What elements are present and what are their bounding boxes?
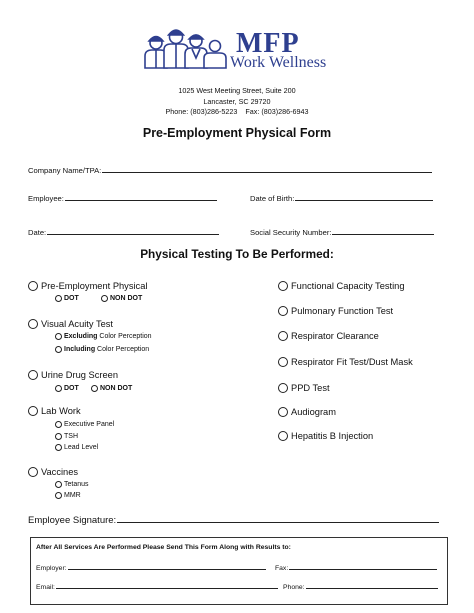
option-including-color[interactable] <box>55 346 149 353</box>
radio-button[interactable] <box>28 281 38 291</box>
option-label: Color Perception <box>95 346 150 353</box>
logo <box>140 26 340 72</box>
option-label: Lab Work <box>41 406 81 416</box>
radio-button[interactable] <box>278 357 288 367</box>
option-ppd[interactable] <box>278 383 330 393</box>
radio-button[interactable] <box>91 385 98 392</box>
option-respirator-fit[interactable] <box>278 357 413 367</box>
option-lead-level[interactable] <box>55 444 98 451</box>
employer-label: Employer: <box>36 565 67 572</box>
option-visual-acuity[interactable] <box>28 319 113 329</box>
option-label: Functional Capacity Testing <box>291 281 405 291</box>
dob-field <box>250 192 433 203</box>
dob-label: Date of Birth: <box>250 194 295 203</box>
date-label: Date: <box>28 228 47 237</box>
option-excluding-color[interactable] <box>55 333 152 340</box>
company-field <box>28 164 432 175</box>
radio-button[interactable] <box>55 481 62 488</box>
radio-button[interactable] <box>278 407 288 417</box>
option-label: Respirator Clearance <box>291 331 379 341</box>
employee-input[interactable] <box>65 192 217 201</box>
radio-button[interactable] <box>55 385 62 392</box>
option-pulmonary[interactable] <box>278 306 393 316</box>
radio-button[interactable] <box>28 467 38 477</box>
option-label: Hepatitis B Injection <box>291 431 374 441</box>
option-label: DOT <box>64 385 79 392</box>
option-label: NON DOT <box>110 295 143 302</box>
address-line: 1025 West Meeting Street, Suite 200 <box>178 86 296 95</box>
form-title: Pre-Employment Physical Form <box>142 126 332 140</box>
fax-field <box>275 563 437 572</box>
option-audiogram[interactable] <box>278 407 336 417</box>
workers-logo-icon <box>140 26 230 72</box>
option-label: Lead Level <box>64 444 99 451</box>
fax-input[interactable] <box>289 563 437 570</box>
radio-button[interactable] <box>28 319 38 329</box>
signature-label: Employee Signature: <box>28 515 117 526</box>
option-executive-panel[interactable] <box>55 421 114 428</box>
radio-button[interactable] <box>278 306 288 316</box>
option-label: MMR <box>64 492 81 499</box>
dob-input[interactable] <box>295 192 433 201</box>
option-functional-capacity[interactable] <box>278 281 405 291</box>
radio-button[interactable] <box>28 370 38 380</box>
radio-button[interactable] <box>55 492 62 499</box>
radio-button[interactable] <box>278 383 288 393</box>
ssn-input[interactable] <box>332 226 434 235</box>
radio-button[interactable] <box>55 346 62 353</box>
radio-button[interactable] <box>101 295 108 302</box>
company-label: Company Name/TPA: <box>28 166 102 175</box>
radio-button[interactable] <box>55 421 62 428</box>
phone-fax: Phone: (803)286-5223 Fax: (803)286-6943 <box>165 107 309 116</box>
radio-button[interactable] <box>55 333 62 340</box>
option-respirator-clearance[interactable] <box>278 331 379 341</box>
option-label: Executive Panel <box>64 421 115 428</box>
option-label-bold: Excluding <box>64 333 98 340</box>
company-input[interactable] <box>102 164 432 173</box>
option-label: Visual Acuity Test <box>41 319 114 329</box>
option-label: Vaccines <box>41 467 79 477</box>
option-lab-work[interactable] <box>28 406 81 416</box>
return-info-box <box>30 537 448 605</box>
employee-label: Employee: <box>28 194 64 203</box>
employer-field <box>36 563 266 572</box>
logo-tagline: Work Wellness <box>230 54 327 71</box>
fax-label: Fax: <box>275 565 289 572</box>
ssn-label: Social Security Number: <box>250 228 332 237</box>
signature-field <box>28 512 439 526</box>
testing-heading: Physical Testing To Be Performed: <box>140 247 334 261</box>
radio-button[interactable] <box>278 431 288 441</box>
option-urine-drug[interactable] <box>28 370 118 380</box>
option-label: NON DOT <box>100 385 133 392</box>
option-urine-non-dot[interactable] <box>91 385 132 392</box>
option-non-dot[interactable] <box>101 295 142 302</box>
option-label: PPD Test <box>291 383 330 393</box>
option-mmr[interactable] <box>55 492 81 499</box>
employer-input[interactable] <box>68 563 266 570</box>
email-field <box>36 582 278 591</box>
option-dot[interactable] <box>55 295 79 302</box>
option-vaccines[interactable] <box>28 467 78 477</box>
option-label: Urine Drug Screen <box>41 370 118 380</box>
option-pre-employment[interactable] <box>28 281 147 291</box>
option-tsh[interactable] <box>55 433 78 440</box>
option-tetanus[interactable] <box>55 481 89 488</box>
option-label: Respirator Fit Test/Dust Mask <box>291 357 413 367</box>
radio-button[interactable] <box>28 406 38 416</box>
option-label-bold: Including <box>64 346 96 353</box>
return-instruction: After All Services Are Performed Please Send This Form Along with Results to: <box>36 544 291 551</box>
email-label: Email: <box>36 584 55 591</box>
option-hepatitis-b[interactable] <box>278 431 373 441</box>
ssn-field <box>250 226 434 237</box>
option-label: DOT <box>64 295 79 302</box>
option-label: Audiogram <box>291 407 336 417</box>
option-urine-dot[interactable] <box>55 385 79 392</box>
address-block <box>0 86 474 118</box>
option-label: TSH <box>64 433 78 440</box>
option-label: Color Perception <box>97 333 152 340</box>
date-input[interactable] <box>47 226 219 235</box>
radio-button[interactable] <box>55 295 62 302</box>
option-label: Pre-Employment Physical <box>41 281 148 291</box>
logo-name: MFP <box>236 28 300 59</box>
phone-input[interactable] <box>306 582 438 589</box>
signature-input[interactable] <box>117 512 439 523</box>
radio-button[interactable] <box>55 444 62 451</box>
radio-button[interactable] <box>278 281 288 291</box>
radio-button[interactable] <box>278 331 288 341</box>
email-input[interactable] <box>56 582 278 589</box>
employee-field <box>28 192 217 203</box>
option-label: Tetanus <box>64 481 89 488</box>
phone-label: Phone: <box>283 584 305 591</box>
radio-button[interactable] <box>55 433 62 440</box>
address-city: Lancaster, SC 29720 <box>203 96 271 106</box>
phone-field <box>283 582 438 591</box>
option-label: Pulmonary Function Test <box>291 306 394 316</box>
date-field <box>28 226 219 237</box>
